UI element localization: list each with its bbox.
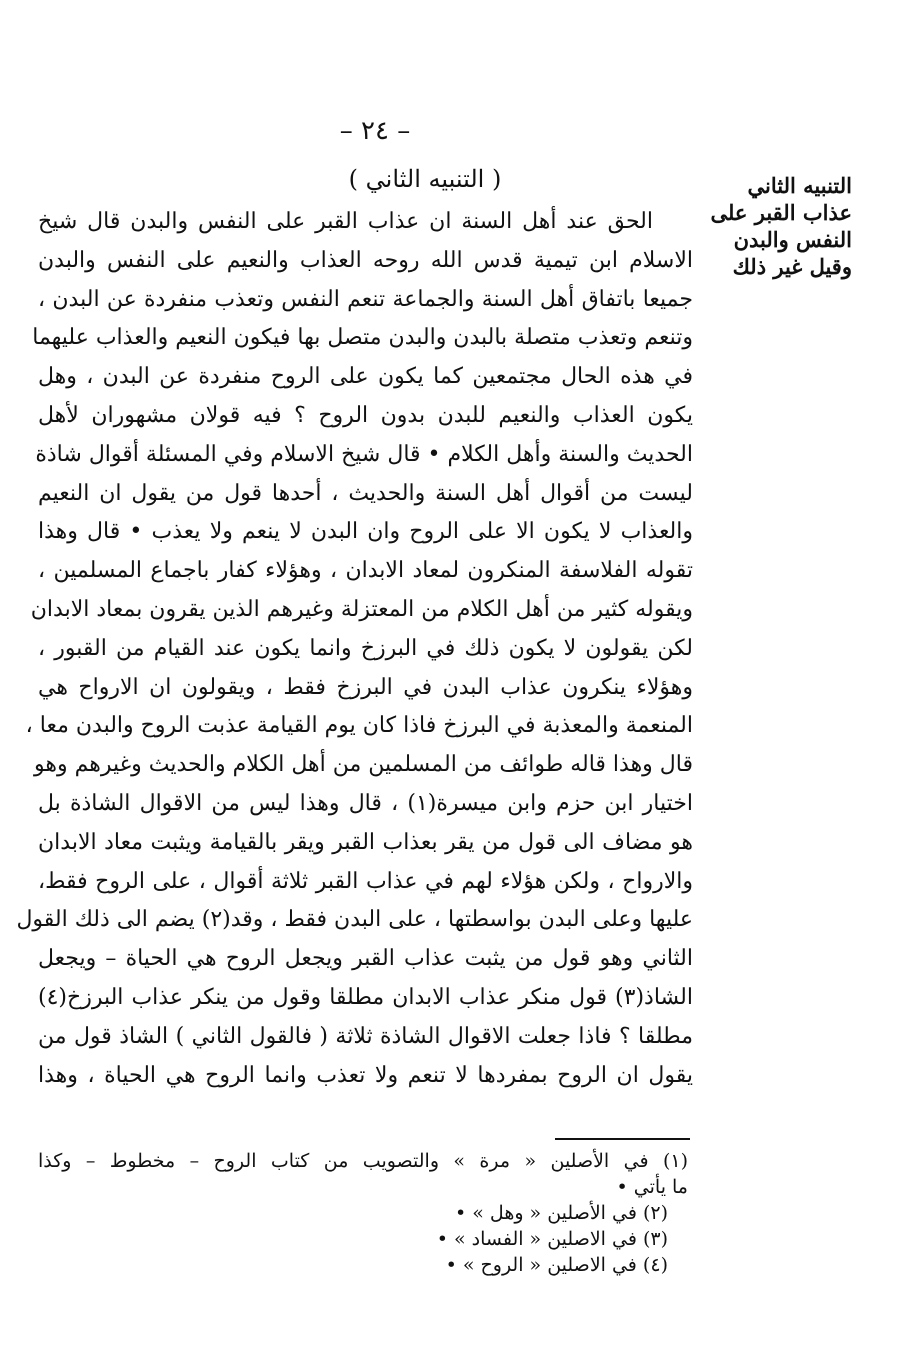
text-line: قال وهذا قاله طوائف من المسلمين من أهل الكلام والحديث وغيرهم وهو: [34, 752, 693, 778]
text-line: الاسلام ابن تيمية قدس الله روحه العذاب والنعيم على النفس والبدن: [38, 247, 693, 273]
text-line: مطلقا ؟ فاذا جعلت الاقوال الشاذة ثلاثة ( فالقول الثاني ) الشاذ قول من: [38, 1023, 693, 1049]
text-line: تقوله الفلاسفة المنكرون لمعاد الابدان ، وهؤلاء كفار باجماع المسلمين ،: [38, 558, 693, 584]
text-line: الحق عند أهل السنة ان عذاب القبر على النفس والبدن قال شيخ: [38, 209, 653, 234]
text-line: يقول ان الروح بمفردها لا تنعم ولا تعذب وانما الروح هي الحياة ، وهذا: [38, 1062, 693, 1088]
footnote-divider: [555, 1138, 690, 1140]
text-line: اختيار ابن حزم وابن ميسرة(١) ، قال وهذا ليس من الاقوال الشاذة بل: [38, 790, 693, 816]
footnote-line: (٣) في الاصلين « الفساد » •: [436, 1228, 668, 1250]
footnotes: [38, 1148, 688, 1278]
text-line: يكون العذاب والنعيم للبدن بدون الروح ؟ فيه قولان مشهوران لأهل: [38, 402, 693, 428]
margin-note-line: التنبيه الثاني: [747, 173, 852, 198]
margin-note-line: عذاب القبر على: [710, 200, 852, 225]
page-number: – ٢٤ –: [339, 116, 411, 146]
text-line: الشاذ(٣) قول منكر عذاب الابدان مطلقا وقول من ينكر عذاب البرزخ(٤): [38, 984, 693, 1010]
footnote-line: (٤) في الاصلين « الروح » •: [445, 1254, 668, 1276]
text-line: والارواح ، ولكن هؤلاء لهم في عذاب القبر ثلاثة أقوال ، على الروح فقط،: [38, 868, 693, 894]
text-line: لكن يقولون لا يكون ذلك في البرزخ وانما يكون عند القيام من القبور ،: [38, 635, 693, 661]
margin-note: [712, 172, 852, 280]
margin-note-line: وقيل غير ذلك: [732, 254, 852, 279]
text-line: عليها وعلى البدن بواسطتها ، على البدن فقط ، وقد(٢) يضم الى ذلك القول: [16, 907, 693, 933]
text-line: في هذه الحال مجتمعين كما يكون على الروح منفردة عن البدن ، وهل: [38, 364, 693, 390]
footnote-line: ما يأتي •: [616, 1176, 688, 1198]
text-line: المنعمة والمعذبة في البرزخ فاذا كان يوم القيامة عذبت الروح والبدن معا ،: [25, 713, 693, 739]
text-line: الثاني وهو قول من يثبت عذاب القبر ويجعل الروح هي الحياة – ويجعل: [38, 946, 693, 972]
text-line: هو مضاف الى قول من يقر بعذاب القبر ويقر بالقيامة ويثبت معاد الابدان: [38, 829, 693, 855]
text-line: وهؤلاء ينكرون عذاب البدن في البرزخ فقط ، ويقولون ان الارواح هي: [38, 674, 693, 700]
text-line: الحديث والسنة وأهل الكلام • قال شيخ الاسلام وفي المسئلة أقوال شاذة: [35, 441, 693, 467]
body-text: [16, 203, 693, 1095]
text-line: ويقوله كثير من أهل الكلام من المعتزلة وغيرهم الذين يقرون بمعاد الابدان: [30, 596, 693, 622]
footnote-line: (١) في الأصلين « مرة » والتصويب من كتاب الروح – مخطوط – وكذا: [38, 1150, 688, 1172]
text-line: وتنعم وتعذب متصلة بالبدن والبدن متصل بها فيكون النعيم والعذاب عليهما: [32, 325, 693, 351]
margin-note-line: النفس والبدن: [733, 227, 852, 252]
section-heading: ( التنبيه الثاني ): [348, 165, 502, 193]
text-line: ليست من أقوال أهل السنة والحديث ، أحدها قول من يقول ان النعيم: [38, 480, 693, 506]
text-line: والعذاب لا يكون الا على الروح وان البدن لا ينعم ولا يعذب • قال وهذا: [38, 519, 693, 545]
footnote-line: (٢) في الأصلين « وهل » •: [455, 1202, 668, 1224]
text-line: جميعا باتفاق أهل السنة والجماعة تنعم النفس وتعذب منفردة عن البدن ،: [38, 286, 693, 312]
